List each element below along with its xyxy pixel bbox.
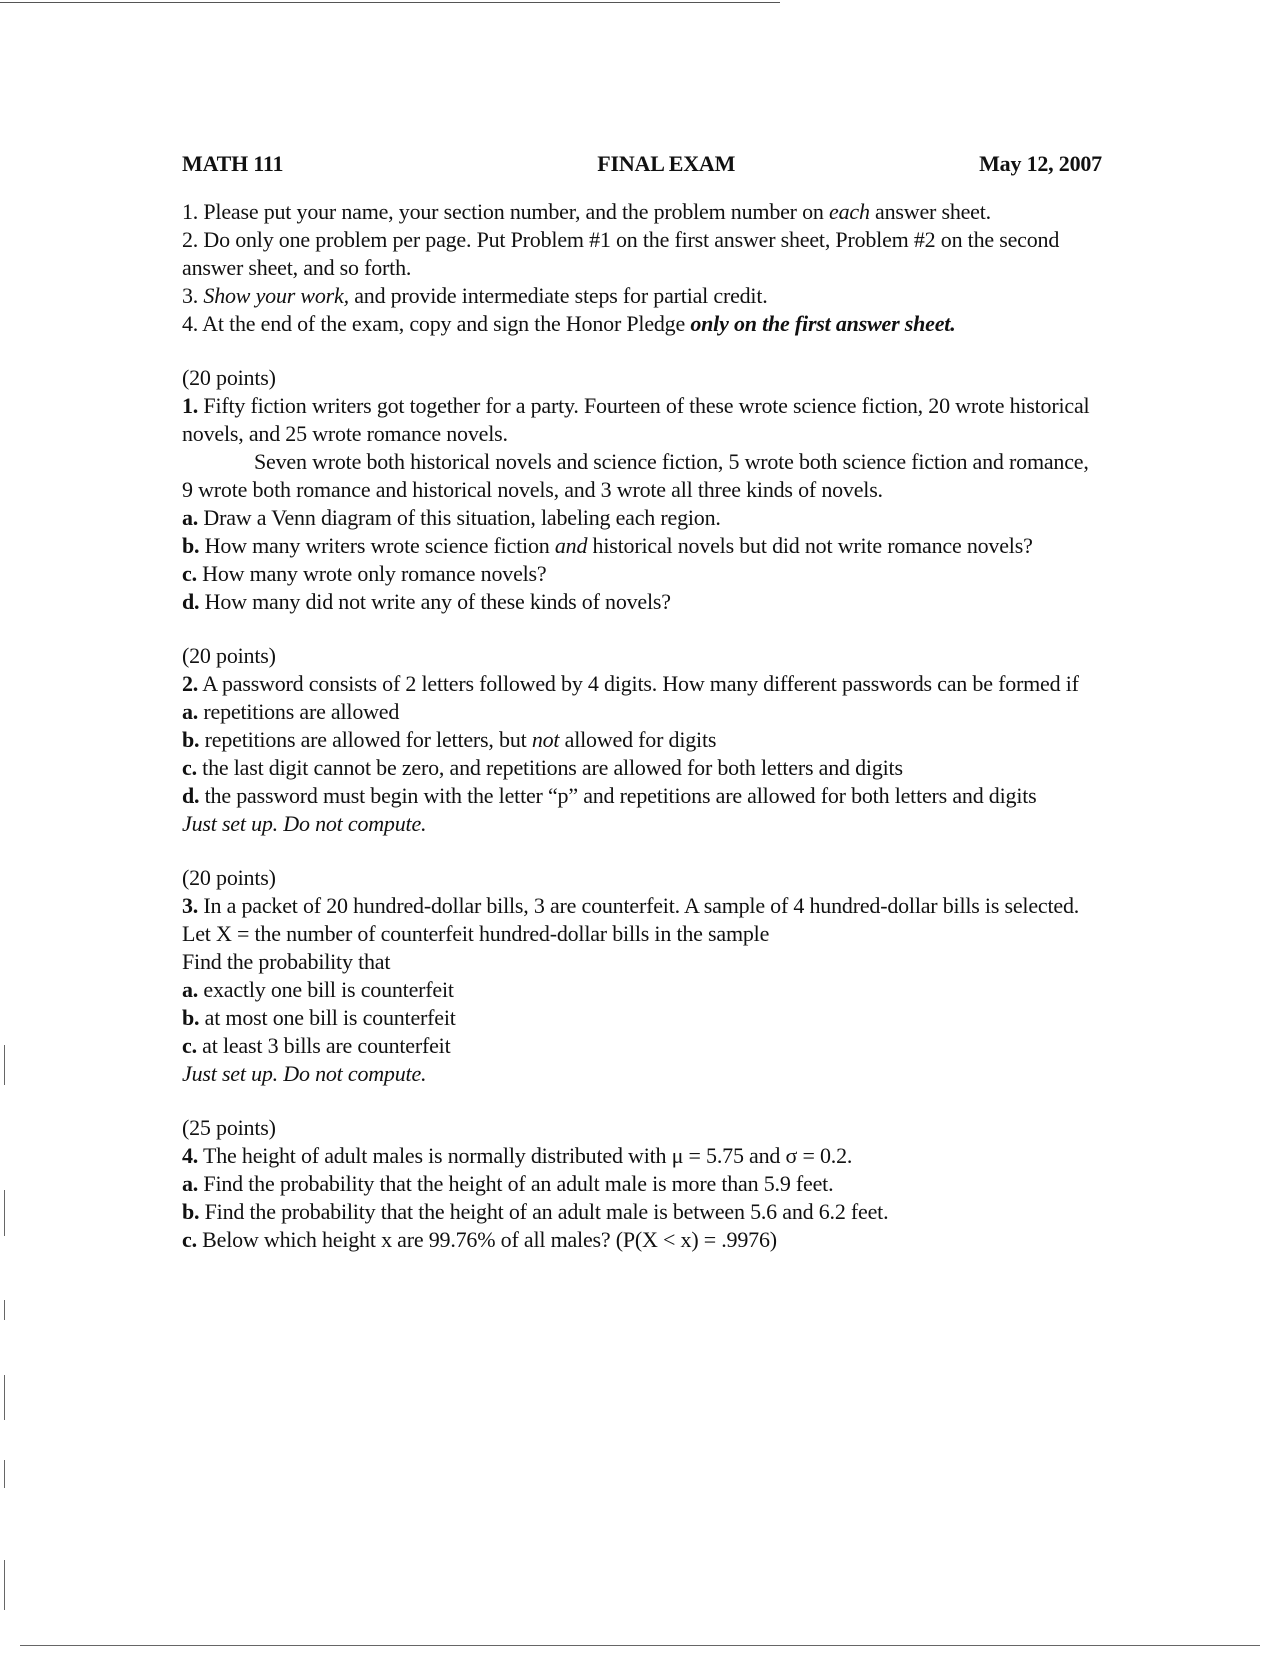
scan-edge-bottom (20, 1645, 1260, 1646)
exam-title: FINAL EXAM (597, 151, 736, 176)
problem-points: (20 points) (182, 365, 276, 390)
part-a: a. Find the probability that the height of an adult male is more than 5.9 feet. (182, 1171, 834, 1196)
scan-mark (4, 1300, 5, 1320)
problem-statement-continued: Seven wrote both historical novels and science fiction, 5 wrote both science fiction and romance, 9 wrote both romance and historical novels, and 3 wrote all three kinds of novels. (182, 449, 1089, 502)
scan-mark (4, 1560, 5, 1610)
part-c: c. How many wrote only romance novels? (182, 561, 547, 586)
exam-date: May 12, 2007 (979, 151, 1102, 176)
problem-2 (182, 642, 1102, 838)
problem-statement: 3. In a packet of 20 hundred-dollar bills, 3 are counterfeit. A sample of 4 hundred-dollar bills is selected. Let X = the number of counterfeit hundred-dollar bills in the sample (182, 893, 1080, 946)
problem-statement: 2. A password consists of 2 letters followed by 4 digits. How many different passwords can be formed if (182, 671, 1079, 696)
scan-edge-top (0, 2, 780, 3)
part-b: b. How many writers wrote science fiction and historical novels but did not write romance novels? (182, 533, 1033, 558)
part-a: a. repetitions are allowed (182, 699, 400, 724)
part-c: c. Below which height x are 99.76% of all males? (P(X < x) = .9976) (182, 1227, 777, 1252)
problem-1 (182, 364, 1102, 616)
scan-mark (4, 1375, 5, 1420)
instructions (182, 198, 1102, 338)
instruction-4: 4. At the end of the exam, copy and sign the Honor Pledge only on the first answer sheet. (182, 311, 956, 336)
part-a: a. exactly one bill is counterfeit (182, 977, 454, 1002)
part-b: b. at most one bill is counterfeit (182, 1005, 456, 1030)
scan-mark (4, 1045, 5, 1085)
part-b: b. repetitions are allowed for letters, but not allowed for digits (182, 727, 717, 752)
problem-points: (20 points) (182, 865, 276, 890)
instruction-2: 2. Do only one problem per page. Put Problem #1 on the first answer sheet, Problem #2 on the second answer sheet, and so forth. (182, 227, 1060, 280)
part-d: d. the password must begin with the letter “p” and repetitions are allowed for both letters and digits (182, 783, 1037, 808)
part-d: d. How many did not write any of these kinds of novels? (182, 589, 671, 614)
setup-note: Just set up. Do not compute. (182, 1061, 427, 1086)
problem-points: (20 points) (182, 643, 276, 668)
scan-mark (4, 1460, 5, 1488)
scan-mark (4, 1190, 5, 1236)
course-code: MATH 111 (182, 151, 284, 176)
problem-4 (182, 1114, 1102, 1254)
exam-page (182, 150, 1102, 1254)
part-c: c. at least 3 bills are counterfeit (182, 1033, 451, 1058)
problem-statement: 1. Fifty fiction writers got together for a party. Fourteen of these wrote science fiction, 20 wrote historical novels, and 25 wrote romance novels. (182, 393, 1090, 446)
problem-points: (25 points) (182, 1115, 276, 1140)
instruction-3: 3. Show your work, and provide intermediate steps for partial credit. (182, 283, 768, 308)
instruction-1: 1. Please put your name, your section number, and the problem number on each answer sheet. (182, 199, 991, 224)
part-c: c. the last digit cannot be zero, and repetitions are allowed for both letters and digits (182, 755, 903, 780)
exam-header (182, 150, 1102, 178)
setup-note: Just set up. Do not compute. (182, 811, 427, 836)
part-b: b. Find the probability that the height of an adult male is between 5.6 and 6.2 feet. (182, 1199, 889, 1224)
problem-statement: 4. The height of adult males is normally distributed with μ = 5.75 and σ = 0.2. (182, 1143, 853, 1168)
problem-3 (182, 864, 1102, 1088)
part-a: a. Draw a Venn diagram of this situation, labeling each region. (182, 505, 721, 530)
problem-prompt: Find the probability that (182, 949, 391, 974)
